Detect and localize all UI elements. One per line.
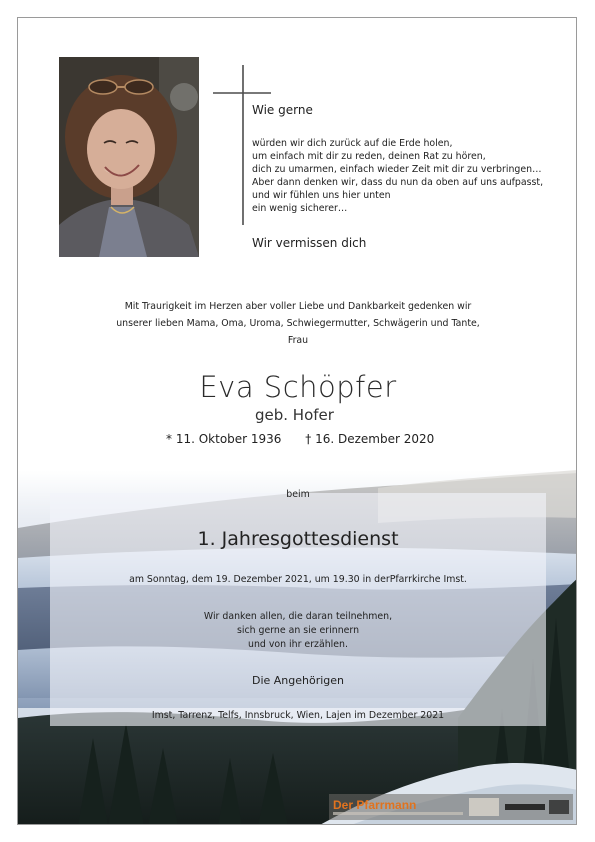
portrait-photo <box>59 57 199 257</box>
poem-line: dich zu umarmen, einfach wieder Zeit mit dir zu verbringen… <box>252 164 542 175</box>
service-title: 1. Jahresgottesdienst <box>197 528 399 550</box>
poem-line: würden wir dich zurück auf die Erde holen, <box>252 138 453 149</box>
birth-date: * 11. Oktober 1936 <box>166 432 282 446</box>
intro-text <box>18 298 577 349</box>
death-date: † 16. Dezember 2020 <box>305 432 435 446</box>
brand-logo <box>329 794 573 820</box>
thanks-line: Wir danken allen, die daran teilnehmen, <box>203 611 393 622</box>
places-and-date: Imst, Tarrenz, Telfs, Innsbruck, Wien, Lajen im Dezember 2021 <box>151 710 445 721</box>
svg-text:Der Pfarrmann: Der Pfarrmann <box>333 798 417 812</box>
intro-line: Frau <box>287 335 309 346</box>
poem-line: ein wenig sicherer… <box>252 203 348 214</box>
thanks-text <box>18 610 577 652</box>
poem-closing: Wir vermissen dich <box>252 236 367 250</box>
thanks-line: und von ihr erzählen. <box>248 639 348 650</box>
intro-line: Mit Traurigkeit im Herzen aber voller Liebe und Dankbarkeit gedenken wir <box>124 301 472 312</box>
signed-by: Die Angehörigen <box>251 674 345 687</box>
poem-heading: Wie gerne <box>252 103 313 117</box>
service-preposition: beim <box>286 489 310 500</box>
poem-line: um einfach mit dir zu reden, deinen Rat zu hören, <box>252 151 486 162</box>
deceased-name: Eva Schöpfer <box>199 370 397 404</box>
life-dates <box>166 432 454 446</box>
thanks-line: sich gerne an sie erinnern <box>236 625 360 636</box>
service-detail: am Sonntag, dem 19. Dezember 2021, um 19.30 in derPfarrkirche Imst. <box>129 574 467 585</box>
poem-text <box>252 137 543 215</box>
poem-line: Aber dann denken wir, dass du nun da oben auf uns aufpasst, <box>252 177 544 188</box>
page-frame <box>17 17 577 825</box>
maiden-name: geb. Hofer <box>255 406 334 424</box>
poem-line: und wir fühlen uns hier unten <box>252 190 391 201</box>
intro-line: unserer lieben Mama, Oma, Uroma, Schwiegermutter, Schwägerin und Tante, <box>116 318 480 329</box>
